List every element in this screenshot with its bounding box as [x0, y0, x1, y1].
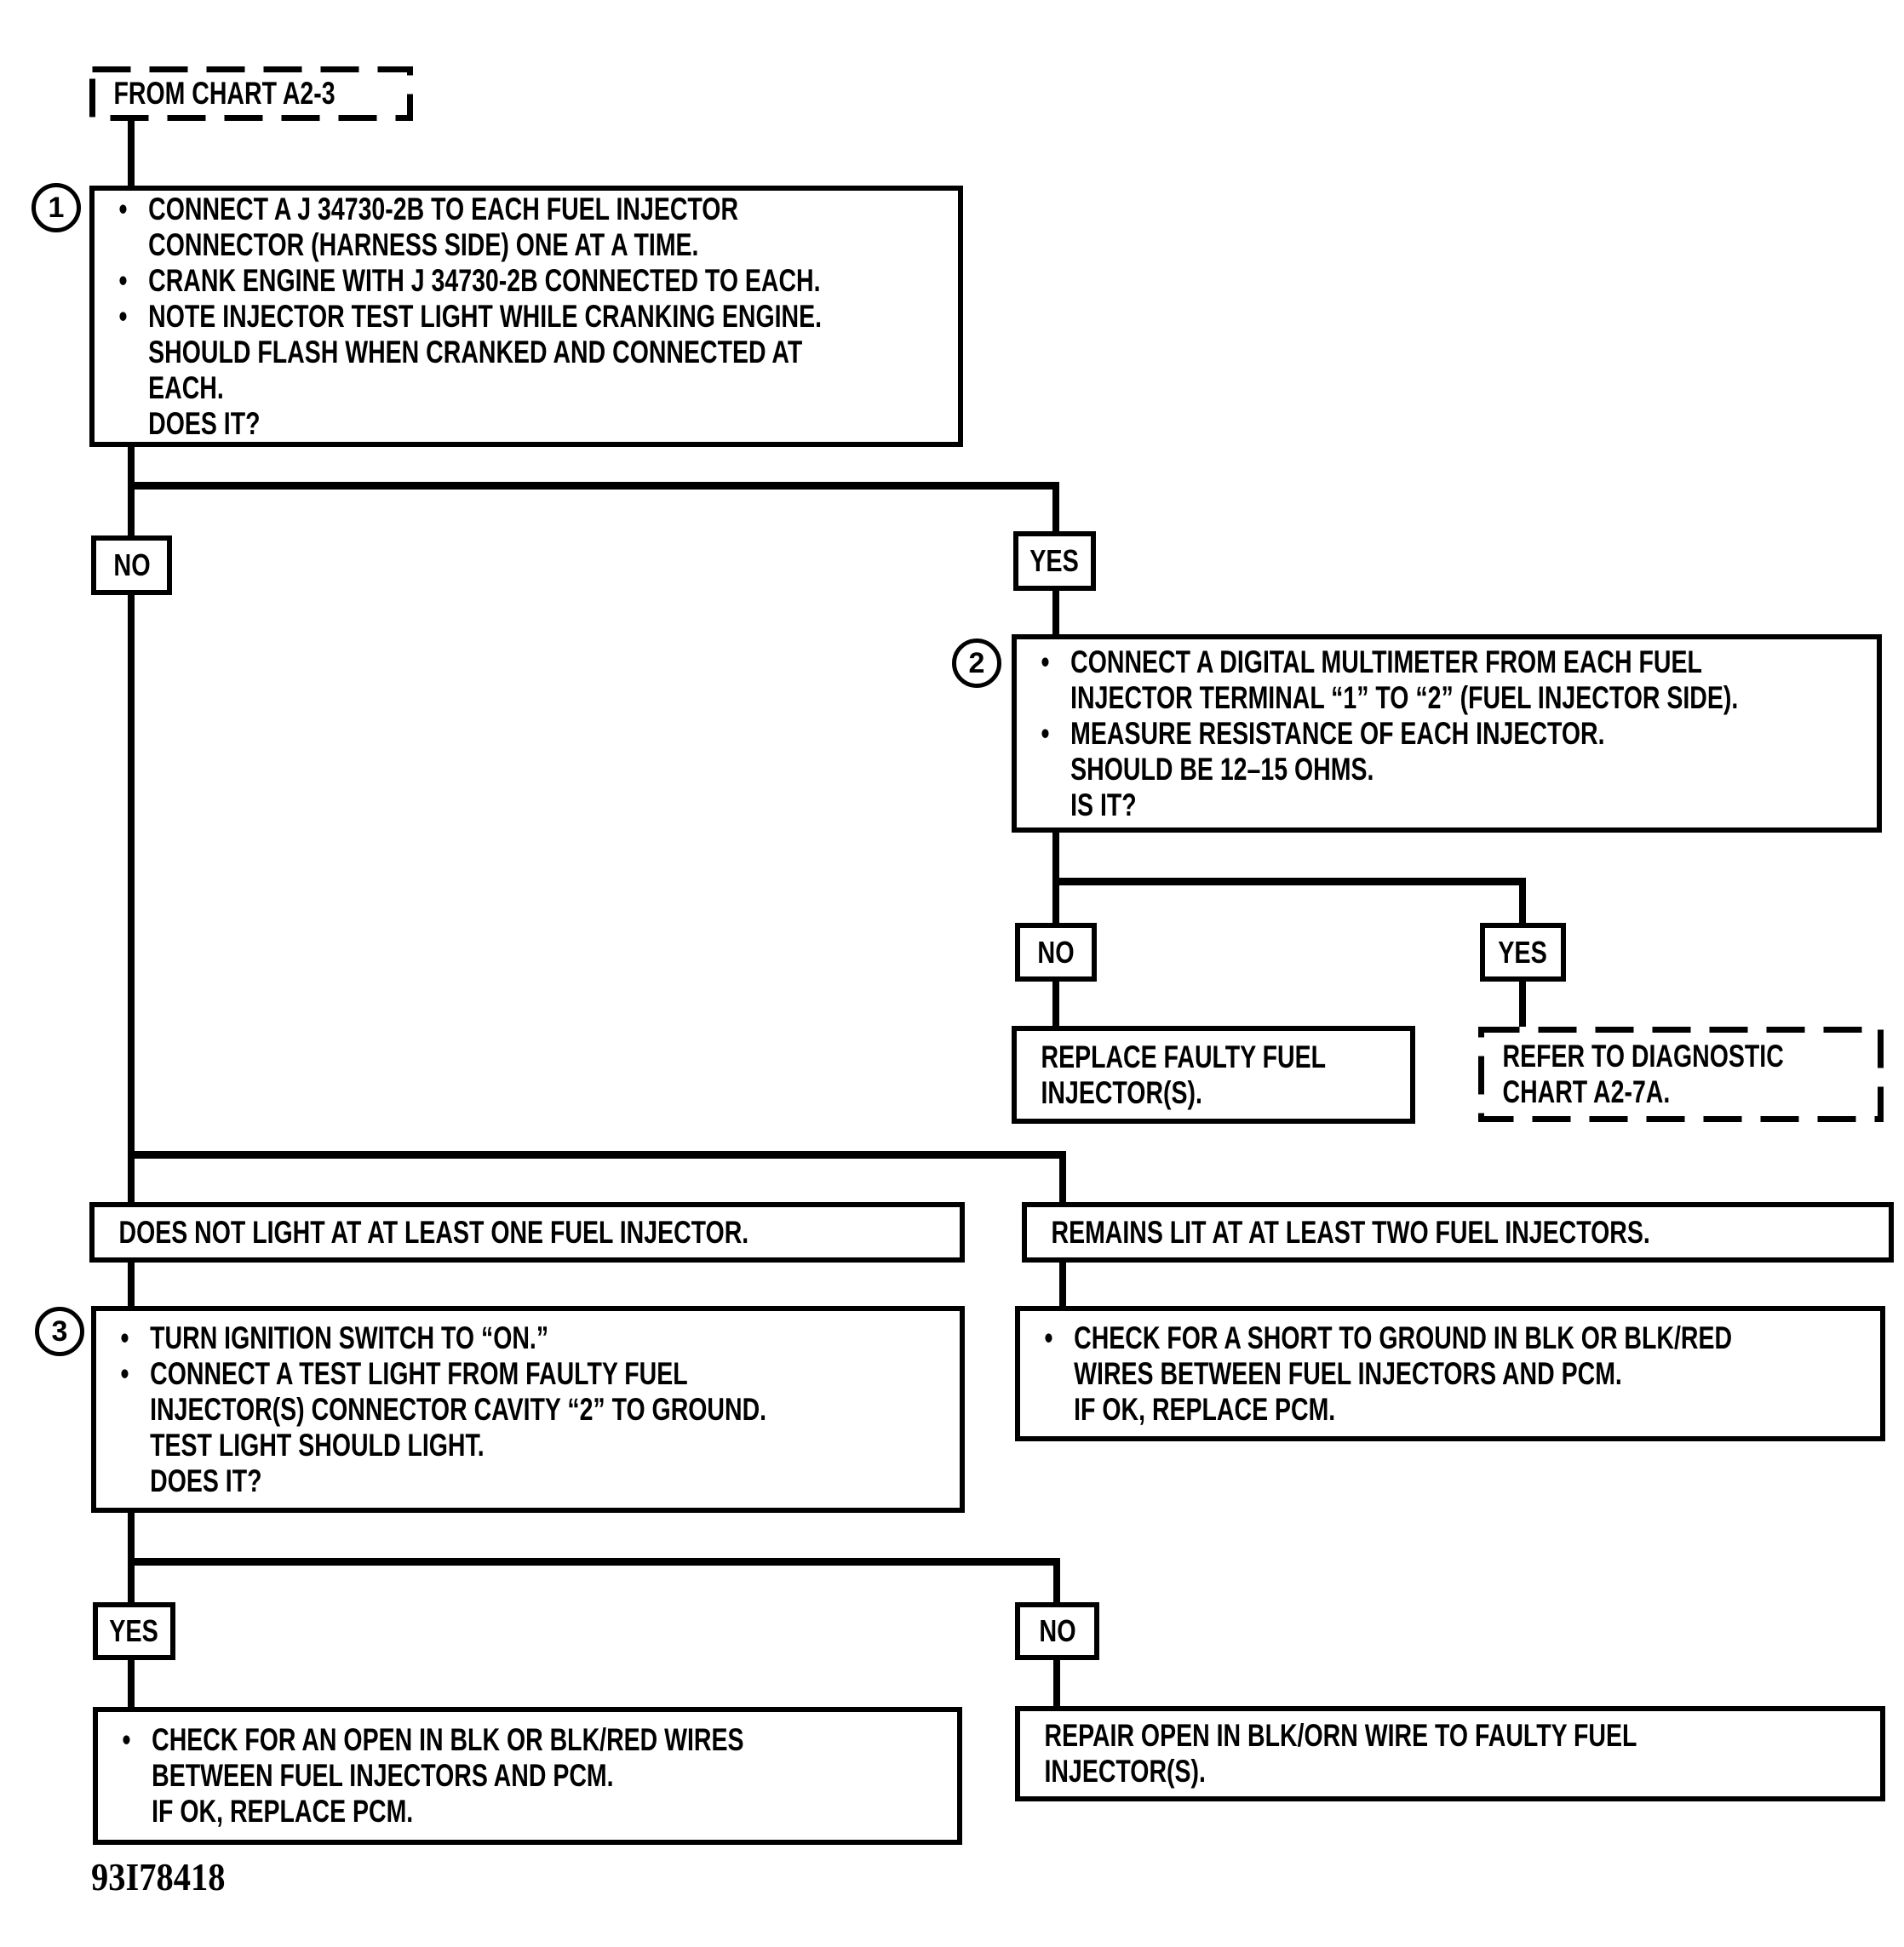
- step2-line: MEASURE RESISTANCE OF EACH INJECTOR.: [1070, 715, 1605, 751]
- step2-line: SHOULD BE 12–15 OHMS.: [1070, 751, 1374, 787]
- replace-injector-line: REPLACE FAULTY FUEL: [1041, 1039, 1327, 1074]
- step3-line: TURN IGNITION SWITCH TO “ON.”: [150, 1320, 549, 1355]
- step2-number-circle: [952, 639, 1001, 688]
- branch1-no-box: [91, 535, 172, 595]
- bullet-marker: •: [122, 1722, 131, 1757]
- step2-line: CONNECT A DIGITAL MULTIMETER FROM EACH FUEL: [1070, 644, 1702, 679]
- connector-branch3-yes2: [1519, 885, 1526, 923]
- check-short-line: CHECK FOR A SHORT TO GROUND IN BLK OR BLK/RED: [1074, 1320, 1733, 1355]
- check-open-box: [93, 1707, 962, 1845]
- connector-branch4-no3: [1053, 1566, 1060, 1602]
- connector-branch1-no: [128, 490, 135, 535]
- bullet-marker: •: [1044, 1320, 1053, 1355]
- connector-remainslit-checkshort: [1059, 1261, 1066, 1306]
- replace-injector-line: INJECTOR(S).: [1041, 1074, 1202, 1110]
- branch2-yes-label: YES: [1498, 934, 1548, 970]
- branch3-no-box: [1015, 1602, 1099, 1660]
- step1-line: DOES IT?: [148, 405, 261, 441]
- step1-line: EACH.: [148, 369, 224, 405]
- bullet-marker: •: [118, 298, 128, 334]
- from-chart-label: FROM CHART A2-3: [113, 76, 335, 111]
- step2-number: 2: [968, 646, 985, 679]
- check-open-line: BETWEEN FUEL INJECTORS AND PCM.: [152, 1758, 614, 1793]
- connector-branch1-yes: [1052, 482, 1059, 533]
- remains-lit-label: REMAINS LIT AT AT LEAST TWO FUEL INJECTORS.: [1051, 1214, 1650, 1250]
- refer-chart-line: CHART A2-7A.: [1502, 1074, 1671, 1109]
- repair-open-line: INJECTOR(S).: [1044, 1754, 1206, 1789]
- step2-box: [1012, 634, 1882, 833]
- refer-chart-line: REFER TO DIAGNOSTIC: [1502, 1039, 1784, 1074]
- branch3-horizontal-line: [1052, 878, 1526, 885]
- step2-line: INJECTOR TERMINAL “1” TO “2” (FUEL INJECTOR SIDE).: [1070, 679, 1739, 715]
- connector-yes1-step2: [1052, 591, 1059, 637]
- connector-no2-replace: [1052, 980, 1059, 1028]
- repair-open-box: [1015, 1706, 1885, 1801]
- step1-box: [89, 186, 963, 447]
- step1-number-circle: [32, 183, 81, 232]
- branch4-horizontal-line: [128, 1558, 1060, 1566]
- bullet-marker: •: [1041, 715, 1050, 751]
- replace-injector-box: [1012, 1026, 1415, 1124]
- branch2-horizontal-line: [128, 1151, 1066, 1159]
- connector-yes2-refer: [1519, 980, 1526, 1028]
- step1-line: SHOULD FLASH WHEN CRANKED AND CONNECTED AT: [148, 334, 803, 369]
- check-short-line: IF OK, REPLACE PCM.: [1074, 1391, 1336, 1427]
- check-open-line: IF OK, REPLACE PCM.: [152, 1794, 414, 1829]
- repair-open-line: REPAIR OPEN IN BLK/ORN WIRE TO FAULTY FUEL: [1044, 1718, 1637, 1753]
- step3-line: TEST LIGHT SHOULD LIGHT.: [150, 1427, 485, 1463]
- step3-number-circle: [35, 1307, 84, 1356]
- from-chart-node: [89, 66, 413, 121]
- step1-line: CONNECTOR (HARNESS SIDE) ONE AT A TIME.: [148, 226, 699, 262]
- bullet-marker: •: [120, 1320, 129, 1355]
- figure-code: 93I78418: [91, 1855, 226, 1898]
- connector-branch2-remainslit: [1059, 1159, 1066, 1202]
- check-short-line: WIRES BETWEEN FUEL INJECTORS AND PCM.: [1074, 1355, 1622, 1391]
- branch1-horizontal-line: [128, 482, 1059, 490]
- connector-branch2-doesnotlight: [128, 1159, 135, 1202]
- does-not-light-box: [89, 1202, 965, 1263]
- bullet-marker: •: [1041, 644, 1050, 679]
- connector-doesnotlight-step3: [128, 1261, 135, 1306]
- branch1-no-label: NO: [112, 547, 151, 582]
- step1-line: NOTE INJECTOR TEST LIGHT WHILE CRANKING ENGINE.: [148, 298, 823, 334]
- step2-line: IS IT?: [1070, 787, 1137, 822]
- connector-no3-repair: [1053, 1657, 1060, 1706]
- check-short-box: [1015, 1306, 1885, 1441]
- bullet-marker: •: [120, 1355, 129, 1391]
- branch3-no-label: NO: [1038, 1613, 1076, 1648]
- step3-line: DOES IT?: [150, 1463, 262, 1498]
- step3-number: 3: [51, 1314, 68, 1348]
- refer-chart-node: [1478, 1027, 1884, 1122]
- connector-no1-branch2: [128, 593, 135, 1155]
- step3-box: [91, 1306, 965, 1513]
- bullet-marker: •: [118, 262, 128, 298]
- branch2-no-label: NO: [1037, 934, 1075, 970]
- branch1-yes-box: [1013, 531, 1096, 591]
- step1-line: CRANK ENGINE WITH J 34730-2B CONNECTED TO EACH.: [148, 262, 821, 298]
- branch3-yes-label: YES: [109, 1613, 159, 1648]
- branch3-yes-box: [93, 1602, 175, 1660]
- branch2-yes-box: [1480, 923, 1566, 982]
- step1-number: 1: [48, 191, 65, 224]
- connector-branch4-yes3: [128, 1566, 135, 1602]
- branch1-yes-label: YES: [1029, 543, 1080, 578]
- connector-yes3-checkopen: [128, 1657, 135, 1707]
- bullet-marker: •: [118, 191, 128, 226]
- remains-lit-box: [1022, 1202, 1894, 1263]
- connector-fromchart-step1: [128, 121, 135, 187]
- connector-step2-no2: [1052, 831, 1059, 923]
- branch2-no-box: [1015, 923, 1097, 982]
- step3-line: CONNECT A TEST LIGHT FROM FAULTY FUEL: [150, 1355, 688, 1391]
- does-not-light-label: DOES NOT LIGHT AT AT LEAST ONE FUEL INJECTOR.: [118, 1214, 749, 1250]
- step1-line: CONNECT A J 34730-2B TO EACH FUEL INJECTOR: [148, 191, 739, 226]
- step3-line: INJECTOR(S) CONNECTOR CAVITY “2” TO GROUND.: [150, 1391, 767, 1427]
- check-open-line: CHECK FOR AN OPEN IN BLK OR BLK/RED WIRES: [152, 1722, 744, 1757]
